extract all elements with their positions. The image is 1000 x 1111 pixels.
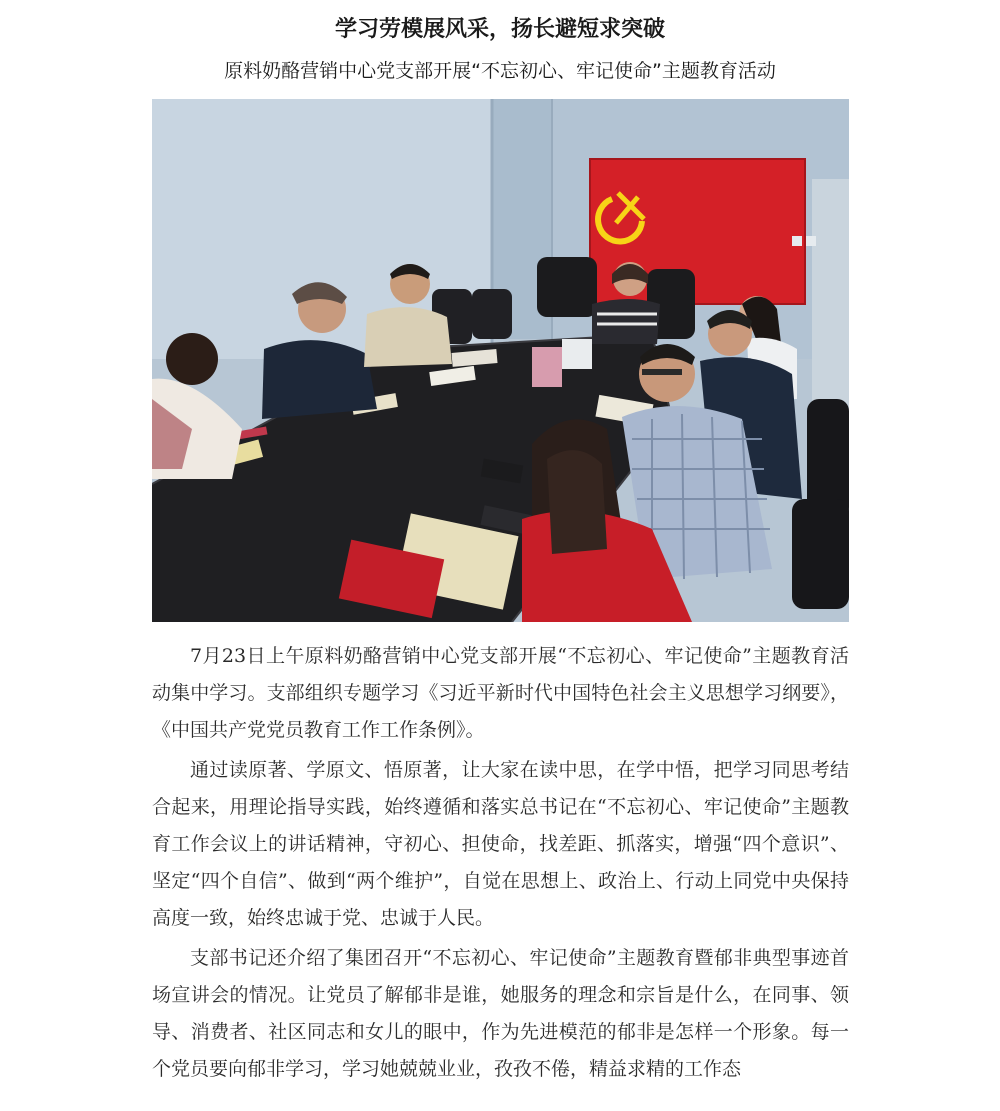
article-paragraph: 7月23日上午原料奶酪营销中心党支部开展“不忘初心、牢记使命”主题教育活动集中学习。支部组织专题学习《习近平新时代中国特色社会主义思想学习纲要》，《中国共产党党员教育工作工作条例》。: [152, 645, 849, 741]
article-body: [152, 638, 849, 1091]
article-paragraph: 通过读原著、学原文、悟原著，让大家在读中思，在学中悟，把学习同思考结合起来，用理论指导实践，始终遵循和落实总书记在“不忘初心、牢记使命”主题教育工作会议上的讲话精神，守初心、担使命，找差距、抓落实，增强“四个意识”、坚定“四个自信”、做到“两个维护”，自觉在思想上、政治上、行动上同党中央保持高度一致，始终忠诚于党、忠诚于人民。: [152, 759, 849, 929]
article-paragraph: 支部书记还介绍了集团召开“不忘初心、牢记使命”主题教育暨郁非典型事迹首场宣讲会的情况。让党员了解郁非是谁，她服务的理念和宗旨是什么，在同事、领导、消费者、社区同志和女儿的眼中，作为先进模范的郁非是怎样一个形象。每一个党员要向郁非学习，学习她兢兢业业，孜孜不倦，精益求精的工作态: [152, 947, 849, 1080]
meeting-photo: [152, 99, 849, 622]
page-subtitle: 原料奶酪营销中心党支部开展“不忘初心、牢记使命”主题教育活动: [224, 60, 776, 82]
page-title: 学习劳模展风采，扬长避短求突破: [334, 17, 665, 42]
